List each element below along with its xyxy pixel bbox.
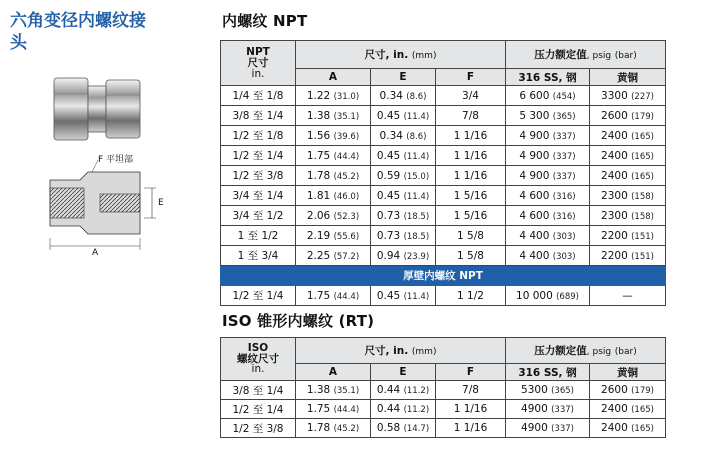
cell-value: 1/4 至 1/8	[232, 90, 284, 102]
e-cell	[371, 106, 436, 126]
iso-dims-header-text: 尺寸, in.	[364, 345, 409, 357]
table-row	[221, 419, 666, 438]
size-cell	[221, 419, 296, 438]
cell-metric-value: (337)	[551, 424, 574, 434]
npt-col-f: F	[436, 69, 506, 86]
f-cell	[436, 146, 506, 166]
cell-metric-value: (179)	[631, 386, 654, 396]
cell-value: 0.45	[376, 109, 401, 122]
cell-value: 1/2 至 1/4	[232, 290, 284, 302]
cell-metric-value: (57.2)	[333, 251, 360, 262]
a-cell	[296, 226, 371, 246]
cell-value: 0.73	[376, 229, 401, 242]
cell-value: 1 1/16	[453, 149, 488, 162]
cell-value: 3/4 至 1/2	[232, 210, 284, 222]
table-row	[221, 400, 666, 419]
pressure-316ss-cell	[506, 381, 590, 400]
cell-value: 0.45	[376, 189, 401, 202]
cell-value: 2300	[601, 209, 628, 222]
cross-section-drawing	[40, 150, 175, 258]
cell-metric-value: (337)	[551, 405, 574, 415]
cell-value: 1/2 至 3/8	[232, 422, 284, 435]
f-cell	[436, 166, 506, 186]
cell-value: 1 至 1/2	[237, 230, 279, 242]
cell-metric-value: (35.1)	[333, 111, 360, 122]
table-row	[221, 86, 666, 106]
cell-metric-value: (151)	[631, 251, 654, 262]
table-row	[221, 381, 666, 400]
iso-dims-unit: (mm)	[411, 347, 437, 357]
cell-metric-value: (179)	[631, 111, 654, 122]
f-cell	[436, 381, 506, 400]
cell-value: 1 1/2	[457, 289, 484, 302]
iso-size-header-line3: in.	[251, 363, 265, 376]
pressure-brass-cell	[590, 206, 666, 226]
f-cell	[436, 400, 506, 419]
iso-col-e: E	[371, 364, 436, 381]
cell-metric-value: (316)	[552, 191, 576, 202]
cell-value: —	[622, 289, 633, 302]
cell-value: 1.78	[306, 422, 331, 434]
cell-value: 2200	[601, 249, 628, 262]
pressure-316ss-cell	[506, 419, 590, 438]
cell-value: 6 600	[519, 89, 550, 102]
iso-pressure-unit: , psig	[586, 347, 612, 357]
iso-col-f: F	[436, 364, 506, 381]
e-cell	[371, 226, 436, 246]
cell-value: 3/8 至 1/4	[232, 110, 284, 122]
cell-metric-value: (31.0)	[333, 91, 360, 102]
size-cell	[221, 126, 296, 146]
pressure-brass-cell	[590, 226, 666, 246]
cell-value: 1/2 至 1/4	[232, 150, 284, 162]
cell-metric-value: (365)	[551, 386, 574, 396]
cell-metric-value: (44.4)	[333, 405, 360, 415]
iso-section-title: ISO 锥形内螺纹 (RT)	[222, 312, 375, 330]
npt-dims-unit: (mm)	[411, 51, 437, 61]
cell-value: 2.19	[306, 229, 331, 242]
cell-metric-value: (8.6)	[406, 131, 427, 142]
iso-pressure-header-text: 压力额定值	[534, 345, 587, 357]
f-cell	[436, 419, 506, 438]
f-cell	[436, 206, 506, 226]
cell-metric-value: (158)	[631, 211, 654, 222]
f-cell	[436, 86, 506, 106]
pressure-316ss-cell	[506, 206, 590, 226]
cell-metric-value: (18.5)	[403, 231, 430, 242]
cell-metric-value: (8.6)	[406, 91, 427, 102]
cell-value: 2400	[601, 403, 628, 415]
iso-size-header-line2: 螺纹尺寸	[237, 352, 279, 365]
cell-metric-value: (165)	[631, 171, 654, 182]
pressure-316ss-cell	[506, 146, 590, 166]
npt-pressure-unit: , psig	[586, 51, 612, 61]
cell-value: 0.45	[376, 149, 401, 162]
cell-metric-value: (365)	[552, 111, 576, 122]
pressure-316ss-cell	[506, 246, 590, 266]
cell-value: 2200	[601, 229, 628, 242]
cell-metric-value: (11.4)	[403, 291, 430, 302]
fitting-photo-illustration	[48, 68, 148, 150]
cell-metric-value: (454)	[552, 91, 576, 102]
cell-value: 1.81	[306, 189, 331, 202]
cell-value: 1/2 至 1/8	[232, 130, 284, 142]
cell-metric-value: (11.4)	[403, 151, 430, 162]
e-cell	[371, 146, 436, 166]
cell-metric-value: (227)	[631, 91, 654, 102]
cell-value: 4 900	[519, 149, 550, 162]
cell-value: 1 至 3/4	[237, 250, 279, 262]
e-cell	[371, 286, 436, 306]
cell-metric-value: (39.6)	[333, 131, 360, 142]
cell-value: 1.78	[306, 169, 331, 182]
cell-metric-value: (337)	[552, 131, 576, 142]
f-cell	[436, 106, 506, 126]
pressure-brass-cell	[590, 400, 666, 419]
cell-value: 1 1/16	[453, 169, 488, 182]
cell-value: 0.73	[376, 209, 401, 222]
size-cell	[221, 86, 296, 106]
pressure-brass-cell	[590, 106, 666, 126]
cell-value: 1.75	[306, 289, 331, 302]
cell-value: 0.34	[379, 129, 403, 142]
size-cell	[221, 286, 296, 306]
cell-metric-value: (15.0)	[403, 171, 430, 182]
cell-value: 1.22	[306, 89, 331, 102]
table-row	[221, 286, 666, 306]
e-cell	[371, 381, 436, 400]
cell-metric-value: (14.7)	[403, 424, 430, 434]
a-cell	[296, 419, 371, 438]
npt-size-header-line3: in.	[251, 67, 265, 80]
cell-metric-value: (11.2)	[403, 405, 430, 415]
table-row	[221, 166, 666, 186]
cell-value: 1.38	[306, 109, 331, 122]
flat-label: F 平坦部	[98, 155, 134, 165]
npt-section-title: 内螺纹 NPT	[222, 12, 308, 30]
cell-value: 0.44	[376, 403, 401, 415]
cell-value: 1.75	[306, 403, 331, 415]
size-cell	[221, 186, 296, 206]
iso-dims-header	[296, 338, 506, 364]
cell-value: 7/8	[462, 109, 479, 122]
iso-pressure-header	[506, 338, 666, 364]
pressure-316ss-cell	[506, 106, 590, 126]
iso-col-material-316ss: 316 SS, 钢	[506, 364, 590, 381]
cell-value: 7/8	[462, 384, 479, 396]
size-cell	[221, 381, 296, 400]
a-cell	[296, 400, 371, 419]
cross-section-diagram	[40, 150, 175, 258]
cell-metric-value: (55.6)	[333, 231, 360, 242]
pressure-316ss-cell	[506, 226, 590, 246]
cell-value: 2400	[601, 169, 628, 182]
npt-col-material-316ss: 316 SS, 钢	[506, 69, 590, 86]
cell-metric-value: (165)	[631, 405, 654, 415]
cell-value: 2300	[601, 189, 628, 202]
cell-value: 2600	[601, 384, 628, 396]
size-cell	[221, 226, 296, 246]
iso-col-material-brass: 黄铜	[590, 364, 666, 381]
size-cell	[221, 206, 296, 226]
size-cell	[221, 246, 296, 266]
npt-col-a: A	[296, 69, 371, 86]
cell-value: 2.06	[306, 209, 331, 222]
size-cell	[221, 106, 296, 126]
cell-metric-value: (303)	[552, 231, 576, 242]
npt-col-material-brass: 黄铜	[590, 69, 666, 86]
dimension-e-label: E	[158, 198, 164, 208]
f-cell	[436, 126, 506, 146]
cell-value: 2.25	[306, 249, 331, 262]
cell-value: 2400	[601, 129, 628, 142]
product-title: 六角变径内螺纹接头	[10, 11, 146, 53]
heavy-wall-band-label: 厚壁内螺纹 NPT	[221, 266, 666, 286]
f-cell	[436, 246, 506, 266]
f-cell	[436, 226, 506, 246]
cell-value: 1.56	[306, 129, 331, 142]
e-cell	[371, 186, 436, 206]
a-cell	[296, 146, 371, 166]
cell-metric-value: (337)	[552, 171, 576, 182]
cell-value: 5300	[521, 384, 548, 396]
cell-metric-value: (158)	[631, 191, 654, 202]
cell-metric-value: (35.1)	[333, 386, 360, 396]
cell-value: 1/2 至 1/4	[232, 403, 284, 416]
cell-value: 1 5/8	[457, 229, 484, 242]
cell-value: 1 1/16	[453, 403, 488, 415]
npt-pressure-header-text: 压力额定值	[534, 49, 587, 61]
a-cell	[296, 381, 371, 400]
npt-size-header	[221, 41, 296, 86]
cell-value: 0.58	[376, 422, 401, 434]
table-row	[221, 106, 666, 126]
a-cell	[296, 206, 371, 226]
cell-metric-value: (165)	[631, 131, 654, 142]
cell-value: 4 900	[519, 169, 550, 182]
cell-metric-value: (165)	[631, 424, 654, 434]
pressure-brass-cell	[590, 419, 666, 438]
cell-value: 1 5/8	[457, 249, 484, 262]
npt-spec-table	[220, 40, 666, 306]
cell-value: 1 5/16	[453, 209, 488, 222]
cell-metric-value: (689)	[556, 291, 579, 302]
cell-value: 1 5/16	[453, 189, 488, 202]
e-cell	[371, 126, 436, 146]
iso-size-header-line1: ISO	[247, 342, 269, 355]
pressure-316ss-cell	[506, 286, 590, 306]
e-cell	[371, 246, 436, 266]
pressure-brass-cell	[590, 126, 666, 146]
a-cell	[296, 126, 371, 146]
cell-value: 1 1/16	[453, 129, 488, 142]
e-cell	[371, 400, 436, 419]
cell-value: 4 400	[519, 249, 550, 262]
table-row	[221, 206, 666, 226]
cell-metric-value: (44.4)	[333, 291, 360, 302]
cell-value: 4900	[521, 403, 548, 415]
table-row	[221, 146, 666, 166]
cell-value: 2400	[601, 149, 628, 162]
a-cell	[296, 286, 371, 306]
npt-size-header-line1: NPT	[246, 45, 270, 58]
pressure-316ss-cell	[506, 86, 590, 106]
pressure-316ss-cell	[506, 400, 590, 419]
size-cell	[221, 166, 296, 186]
iso-col-a: A	[296, 364, 371, 381]
a-cell	[296, 166, 371, 186]
size-cell	[221, 400, 296, 419]
npt-dims-header	[296, 41, 506, 69]
cell-value: 1.75	[306, 149, 331, 162]
e-cell	[371, 166, 436, 186]
a-cell	[296, 246, 371, 266]
cell-metric-value: (337)	[552, 151, 576, 162]
cell-value: 3/4 至 1/4	[232, 190, 284, 202]
cell-value: 3300	[601, 89, 628, 102]
pressure-brass-cell	[590, 246, 666, 266]
cell-metric-value: (11.4)	[403, 111, 430, 122]
cell-value: 0.45	[376, 289, 401, 302]
iso-pressure-unit-bar: (bar)	[614, 347, 637, 357]
cell-metric-value: (11.2)	[403, 386, 430, 396]
pressure-brass-cell	[590, 186, 666, 206]
cell-value: 1.38	[306, 384, 331, 396]
cell-metric-value: (303)	[552, 251, 576, 262]
cell-metric-value: (23.9)	[403, 251, 430, 262]
table-row	[221, 226, 666, 246]
cell-value: 0.94	[376, 249, 401, 262]
cell-metric-value: (11.4)	[403, 191, 430, 202]
pressure-brass-cell	[590, 381, 666, 400]
cell-value: 1 1/16	[453, 422, 488, 434]
cell-metric-value: (316)	[552, 211, 576, 222]
e-cell	[371, 206, 436, 226]
e-cell	[371, 86, 436, 106]
cell-metric-value: (52.3)	[333, 211, 360, 222]
pressure-brass-cell	[590, 286, 666, 306]
cell-value: 4 400	[519, 229, 550, 242]
table-row	[221, 126, 666, 146]
pressure-316ss-cell	[506, 186, 590, 206]
cell-value: 4 900	[519, 129, 550, 142]
f-cell	[436, 286, 506, 306]
a-cell	[296, 86, 371, 106]
npt-pressure-unit-bar: (bar)	[614, 51, 637, 61]
iso-size-header	[221, 338, 296, 381]
dimension-a-label: A	[92, 248, 99, 258]
a-cell	[296, 186, 371, 206]
cell-metric-value: (44.4)	[333, 151, 360, 162]
pressure-brass-cell	[590, 86, 666, 106]
cell-value: 0.59	[376, 169, 401, 182]
cell-metric-value: (18.5)	[403, 211, 430, 222]
cell-value: 2400	[601, 422, 628, 434]
cell-value: 1/2 至 3/8	[232, 170, 284, 182]
pressure-316ss-cell	[506, 166, 590, 186]
cell-value: 4900	[521, 422, 548, 434]
cell-metric-value: (165)	[631, 151, 654, 162]
table-row	[221, 246, 666, 266]
cell-value: 3/4	[462, 89, 479, 102]
npt-pressure-header	[506, 41, 666, 69]
cell-value: 0.34	[379, 89, 403, 102]
npt-size-header-line2: 尺寸	[247, 56, 269, 69]
table-row	[221, 186, 666, 206]
pressure-316ss-cell	[506, 126, 590, 146]
iso-spec-table	[220, 337, 666, 438]
npt-col-e: E	[371, 69, 436, 86]
cell-value: 0.44	[376, 384, 401, 396]
cell-value: 3/8 至 1/4	[232, 384, 284, 397]
cell-value: 4 600	[519, 209, 550, 222]
a-cell	[296, 106, 371, 126]
pressure-brass-cell	[590, 166, 666, 186]
cell-value: 4 600	[519, 189, 550, 202]
size-cell	[221, 146, 296, 166]
f-cell	[436, 186, 506, 206]
cell-metric-value: (45.2)	[333, 171, 360, 182]
cell-metric-value: (151)	[631, 231, 654, 242]
heavy-wall-band-row	[221, 266, 666, 286]
cell-value: 2600	[601, 109, 628, 122]
cell-value: 5 300	[519, 109, 550, 122]
cell-metric-value: (46.0)	[333, 191, 360, 202]
e-cell	[371, 419, 436, 438]
pressure-brass-cell	[590, 146, 666, 166]
cell-value: 10 000	[516, 289, 553, 302]
npt-dims-header-text: 尺寸, in.	[364, 49, 409, 61]
cell-metric-value: (45.2)	[333, 424, 360, 434]
